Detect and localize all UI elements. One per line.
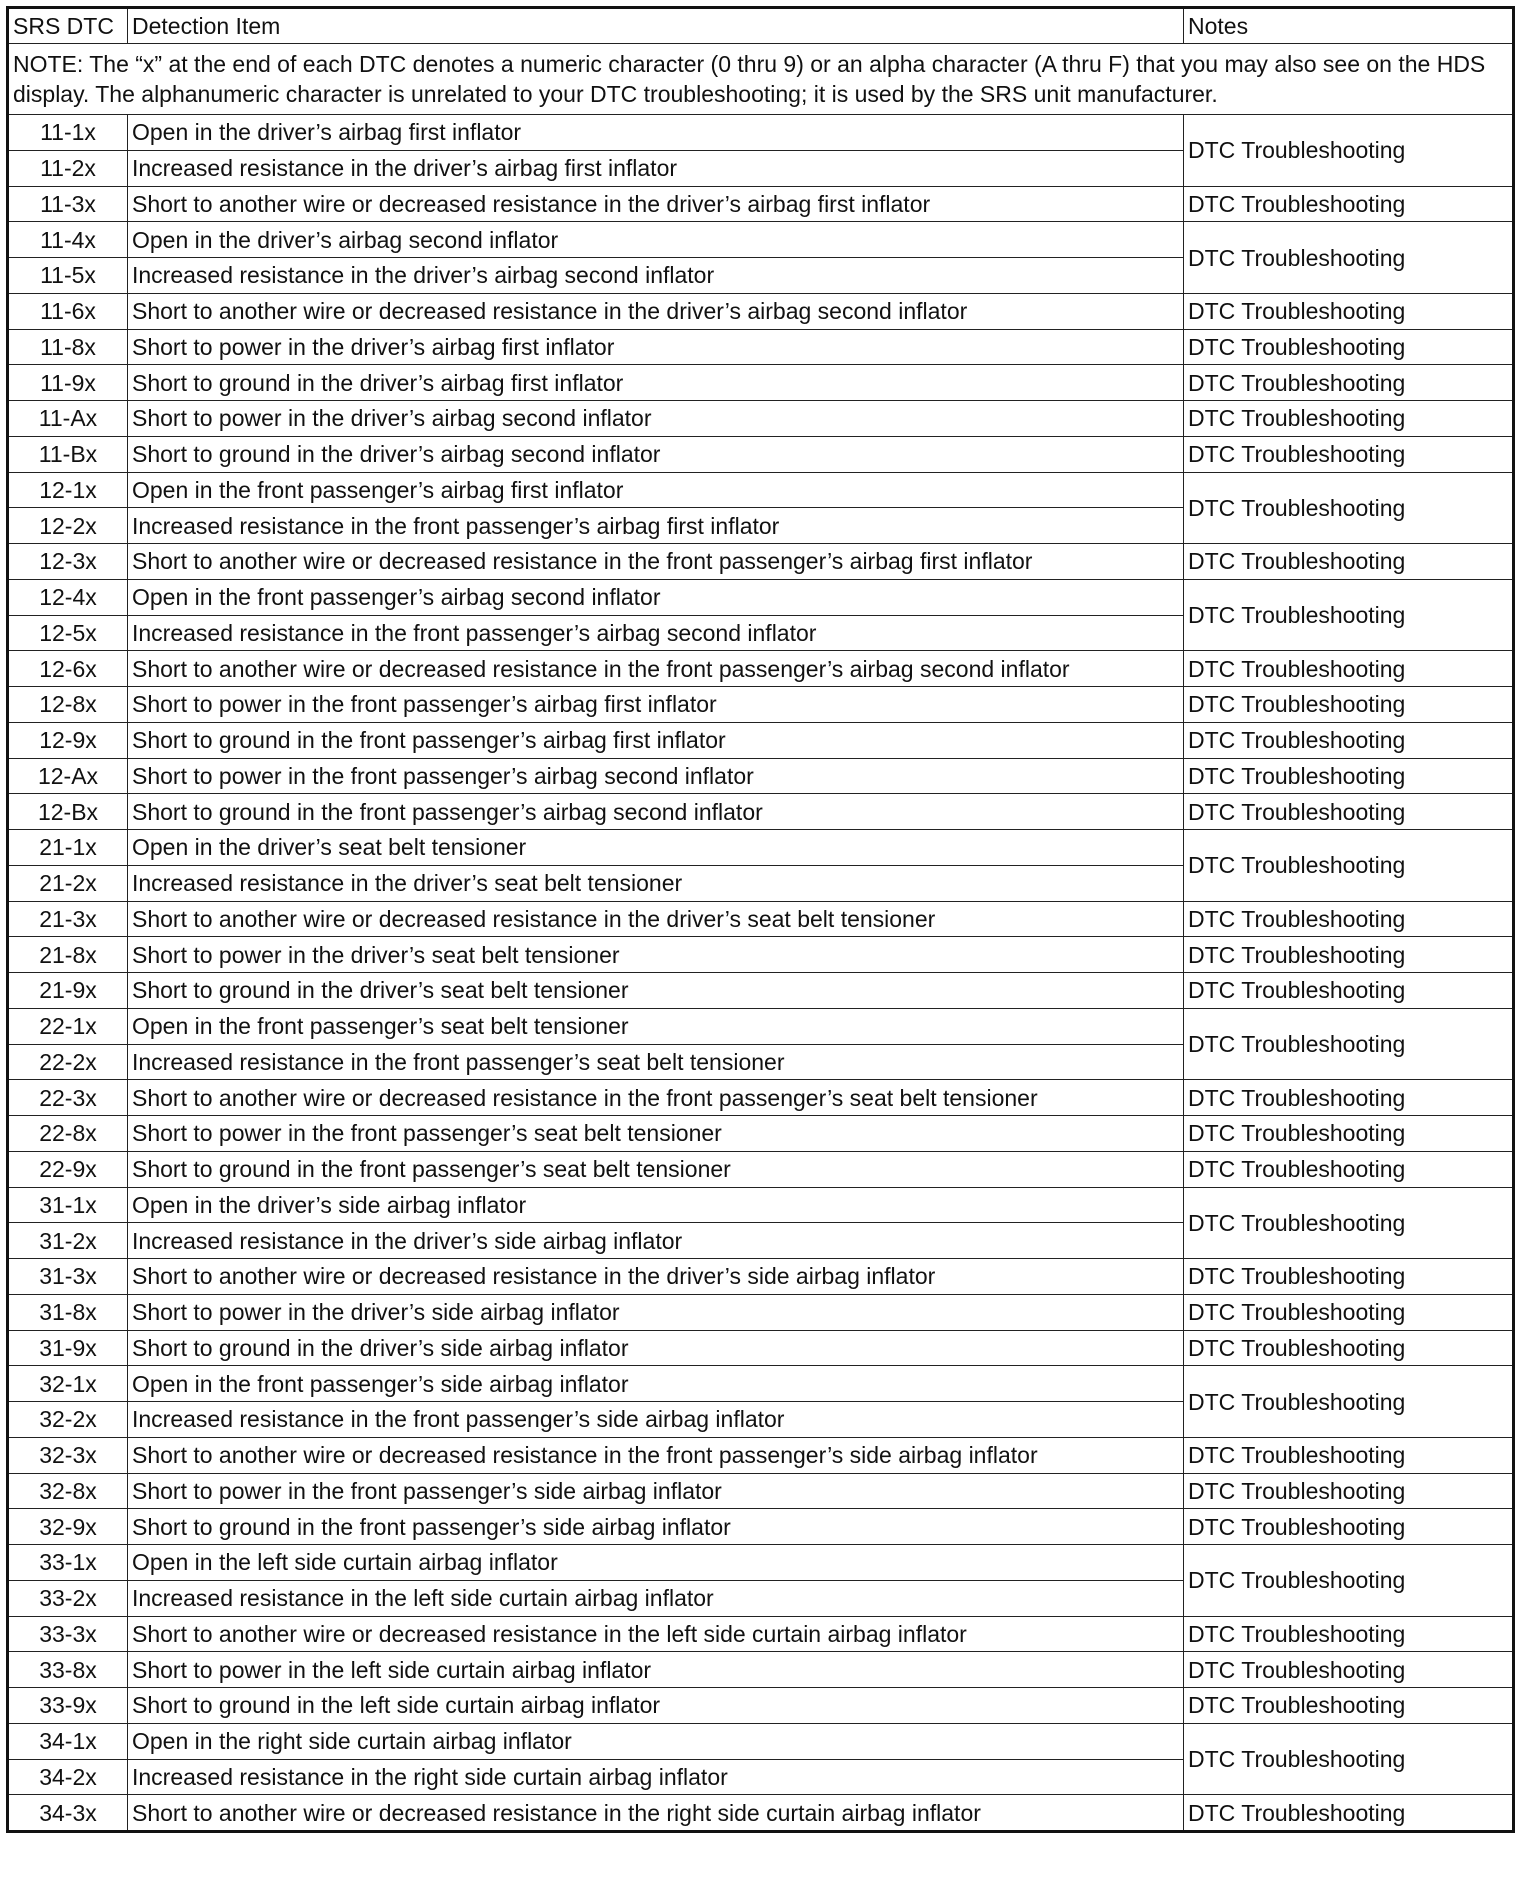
detection-item: Short to another wire or decreased resistance in the driver’s airbag first inflator: [128, 186, 1184, 222]
notes-cell: DTC Troubleshooting: [1184, 186, 1514, 222]
notes-cell: DTC Troubleshooting: [1184, 1330, 1514, 1366]
notes-cell: DTC Troubleshooting: [1184, 1116, 1514, 1152]
dtc-table: [6, 6, 1515, 1833]
notes-cell: DTC Troubleshooting: [1184, 651, 1514, 687]
notes-cell: DTC Troubleshooting: [1184, 1509, 1514, 1545]
dtc-code: 12-Ax: [8, 758, 128, 794]
dtc-code: 12-6x: [8, 651, 128, 687]
notes-cell: DTC Troubleshooting: [1184, 722, 1514, 758]
table-row: [8, 186, 1514, 222]
notes-cell: DTC Troubleshooting: [1184, 472, 1514, 544]
dtc-code: 32-8x: [8, 1473, 128, 1509]
detection-item: Short to power in the front passenger’s seat belt tensioner: [128, 1116, 1184, 1152]
table-row: [8, 758, 1514, 794]
detection-item: Short to power in the driver’s airbag second inflator: [128, 401, 1184, 437]
dtc-code: 33-2x: [8, 1580, 128, 1616]
notes-cell: DTC Troubleshooting: [1184, 401, 1514, 437]
detection-item: Increased resistance in the right side curtain airbag inflator: [128, 1759, 1184, 1795]
dtc-code: 34-2x: [8, 1759, 128, 1795]
table-row: [8, 1116, 1514, 1152]
detection-item: Increased resistance in the driver’s airbag second inflator: [128, 258, 1184, 294]
notes-cell: DTC Troubleshooting: [1184, 1652, 1514, 1688]
dtc-code: 11-6x: [8, 293, 128, 329]
notes-cell: DTC Troubleshooting: [1184, 1259, 1514, 1295]
table-body: [8, 115, 1514, 1832]
table-row: [8, 1294, 1514, 1330]
table-row: [8, 579, 1514, 615]
notes-cell: DTC Troubleshooting: [1184, 1473, 1514, 1509]
dtc-code: 12-3x: [8, 544, 128, 580]
header-srs-dtc: SRS DTC: [8, 8, 128, 44]
detection-item: Short to ground in the driver’s side airbag inflator: [128, 1330, 1184, 1366]
dtc-code: 11-Ax: [8, 401, 128, 437]
dtc-code: 22-1x: [8, 1008, 128, 1044]
dtc-code: 32-9x: [8, 1509, 128, 1545]
detection-item: Short to power in the driver’s airbag first inflator: [128, 329, 1184, 365]
note-row: [8, 44, 1514, 115]
dtc-code: 31-9x: [8, 1330, 128, 1366]
detection-item: Short to power in the left side curtain airbag inflator: [128, 1652, 1184, 1688]
detection-item: Increased resistance in the front passenger’s airbag first inflator: [128, 508, 1184, 544]
notes-cell: DTC Troubleshooting: [1184, 1723, 1514, 1795]
detection-item: Short to power in the front passenger’s airbag second inflator: [128, 758, 1184, 794]
notes-cell: DTC Troubleshooting: [1184, 115, 1514, 187]
notes-cell: DTC Troubleshooting: [1184, 1616, 1514, 1652]
notes-cell: DTC Troubleshooting: [1184, 329, 1514, 365]
table-header: [8, 8, 1514, 115]
notes-cell: DTC Troubleshooting: [1184, 830, 1514, 902]
dtc-code: 22-2x: [8, 1044, 128, 1080]
detection-item: Open in the front passenger’s side airbag inflator: [128, 1366, 1184, 1402]
dtc-code: 11-5x: [8, 258, 128, 294]
table-row: [8, 722, 1514, 758]
detection-item: Open in the front passenger’s seat belt tensioner: [128, 1008, 1184, 1044]
table-row: [8, 1008, 1514, 1044]
detection-item: Short to another wire or decreased resistance in the right side curtain airbag inflator: [128, 1795, 1184, 1832]
detection-item: Increased resistance in the front passenger’s airbag second inflator: [128, 615, 1184, 651]
header-row: [8, 8, 1514, 44]
dtc-code: 12-5x: [8, 615, 128, 651]
table-row: [8, 1473, 1514, 1509]
dtc-code: 33-8x: [8, 1652, 128, 1688]
table-row: [8, 1437, 1514, 1473]
detection-item: Short to another wire or decreased resistance in the driver’s seat belt tensioner: [128, 901, 1184, 937]
dtc-code: 11-9x: [8, 365, 128, 401]
detection-item: Short to power in the driver’s seat belt tensioner: [128, 937, 1184, 973]
detection-item: Increased resistance in the front passenger’s side airbag inflator: [128, 1402, 1184, 1438]
table-row: [8, 1616, 1514, 1652]
dtc-code: 32-2x: [8, 1402, 128, 1438]
detection-item: Open in the driver’s airbag first inflator: [128, 115, 1184, 151]
detection-item: Short to another wire or decreased resistance in the driver’s side airbag inflator: [128, 1259, 1184, 1295]
detection-item: Open in the driver’s seat belt tensioner: [128, 830, 1184, 866]
notes-cell: DTC Troubleshooting: [1184, 687, 1514, 723]
detection-item: Short to another wire or decreased resistance in the front passenger’s seat belt tensioner: [128, 1080, 1184, 1116]
notes-cell: DTC Troubleshooting: [1184, 293, 1514, 329]
table-row: [8, 436, 1514, 472]
dtc-code: 12-4x: [8, 579, 128, 615]
detection-item: Increased resistance in the left side curtain airbag inflator: [128, 1580, 1184, 1616]
dtc-code: 11-1x: [8, 115, 128, 151]
detection-item: Short to another wire or decreased resistance in the front passenger’s airbag second inflator: [128, 651, 1184, 687]
detection-item: Open in the right side curtain airbag inflator: [128, 1723, 1184, 1759]
table-row: [8, 1187, 1514, 1223]
notes-cell: DTC Troubleshooting: [1184, 1366, 1514, 1438]
notes-cell: DTC Troubleshooting: [1184, 758, 1514, 794]
dtc-code: 32-3x: [8, 1437, 128, 1473]
detection-item: Increased resistance in the driver’s airbag first inflator: [128, 150, 1184, 186]
notes-cell: DTC Troubleshooting: [1184, 1795, 1514, 1832]
notes-cell: DTC Troubleshooting: [1184, 1437, 1514, 1473]
notes-cell: DTC Troubleshooting: [1184, 901, 1514, 937]
notes-cell: DTC Troubleshooting: [1184, 1008, 1514, 1080]
detection-item: Open in the driver’s airbag second inflator: [128, 222, 1184, 258]
detection-item: Short to ground in the front passenger’s airbag second inflator: [128, 794, 1184, 830]
dtc-code: 31-3x: [8, 1259, 128, 1295]
table-row: [8, 1795, 1514, 1832]
table-row: [8, 937, 1514, 973]
detection-item: Short to power in the driver’s side airbag inflator: [128, 1294, 1184, 1330]
detection-item: Short to another wire or decreased resistance in the driver’s airbag second inflator: [128, 293, 1184, 329]
dtc-code: 31-2x: [8, 1223, 128, 1259]
dtc-code: 22-3x: [8, 1080, 128, 1116]
detection-item: Open in the left side curtain airbag inflator: [128, 1545, 1184, 1581]
table-row: [8, 794, 1514, 830]
table-row: [8, 293, 1514, 329]
detection-item: Short to another wire or decreased resistance in the left side curtain airbag inflator: [128, 1616, 1184, 1652]
table-row: [8, 1259, 1514, 1295]
detection-item: Short to ground in the driver’s seat belt tensioner: [128, 973, 1184, 1009]
detection-item: Short to ground in the front passenger’s airbag first inflator: [128, 722, 1184, 758]
dtc-code: 32-1x: [8, 1366, 128, 1402]
notes-cell: DTC Troubleshooting: [1184, 1688, 1514, 1724]
detection-item: Short to ground in the driver’s airbag first inflator: [128, 365, 1184, 401]
notes-cell: DTC Troubleshooting: [1184, 937, 1514, 973]
table-row: [8, 544, 1514, 580]
table-row: [8, 1151, 1514, 1187]
dtc-code: 11-2x: [8, 150, 128, 186]
dtc-code: 22-8x: [8, 1116, 128, 1152]
dtc-code: 21-8x: [8, 937, 128, 973]
notes-cell: DTC Troubleshooting: [1184, 1294, 1514, 1330]
dtc-code: 34-1x: [8, 1723, 128, 1759]
table-row: [8, 1330, 1514, 1366]
dtc-code: 22-9x: [8, 1151, 128, 1187]
table-row: [8, 901, 1514, 937]
notes-cell: DTC Troubleshooting: [1184, 794, 1514, 830]
table-row: [8, 1545, 1514, 1581]
table-row: [8, 222, 1514, 258]
detection-item: Short to another wire or decreased resistance in the front passenger’s side airbag inflator: [128, 1437, 1184, 1473]
table-row: [8, 329, 1514, 365]
detection-item: Open in the front passenger’s airbag first inflator: [128, 472, 1184, 508]
detection-item: Short to another wire or decreased resistance in the front passenger’s airbag first inflator: [128, 544, 1184, 580]
notes-cell: DTC Troubleshooting: [1184, 436, 1514, 472]
dtc-code: 31-1x: [8, 1187, 128, 1223]
detection-item: Short to ground in the front passenger’s side airbag inflator: [128, 1509, 1184, 1545]
detection-item: Increased resistance in the driver’s seat belt tensioner: [128, 865, 1184, 901]
dtc-code: 12-1x: [8, 472, 128, 508]
dtc-code: 21-2x: [8, 865, 128, 901]
dtc-code: 33-1x: [8, 1545, 128, 1581]
notes-cell: DTC Troubleshooting: [1184, 1151, 1514, 1187]
notes-cell: DTC Troubleshooting: [1184, 973, 1514, 1009]
detection-item: Short to ground in the left side curtain airbag inflator: [128, 1688, 1184, 1724]
dtc-code: 11-8x: [8, 329, 128, 365]
table-row: [8, 973, 1514, 1009]
dtc-code: 12-2x: [8, 508, 128, 544]
detection-item: Short to ground in the driver’s airbag second inflator: [128, 436, 1184, 472]
notes-cell: DTC Troubleshooting: [1184, 579, 1514, 651]
header-notes: Notes: [1184, 8, 1514, 44]
table-row: [8, 472, 1514, 508]
dtc-code: 11-4x: [8, 222, 128, 258]
table-row: [8, 1652, 1514, 1688]
notes-cell: DTC Troubleshooting: [1184, 544, 1514, 580]
table-row: [8, 115, 1514, 151]
dtc-code: 33-9x: [8, 1688, 128, 1724]
table-row: [8, 1080, 1514, 1116]
detection-item: Short to ground in the front passenger’s seat belt tensioner: [128, 1151, 1184, 1187]
table-row: [8, 1688, 1514, 1724]
table-row: [8, 1723, 1514, 1759]
table-row: [8, 1366, 1514, 1402]
dtc-code: 34-3x: [8, 1795, 128, 1832]
detection-item: Open in the driver’s side airbag inflator: [128, 1187, 1184, 1223]
note-text: NOTE: The “x” at the end of each DTC denotes a numeric character (0 thru 9) or an alpha character (A thru F) that you may also see on the HDS display. The alphanumeric character is unrelated to your DTC troubleshooting; it is used by the SRS unit manufacturer.: [8, 44, 1514, 115]
table-row: [8, 687, 1514, 723]
detection-item: Increased resistance in the driver’s side airbag inflator: [128, 1223, 1184, 1259]
table-row: [8, 1509, 1514, 1545]
table-row: [8, 830, 1514, 866]
notes-cell: DTC Troubleshooting: [1184, 1080, 1514, 1116]
dtc-code: 31-8x: [8, 1294, 128, 1330]
dtc-code: 21-3x: [8, 901, 128, 937]
detection-item: Open in the front passenger’s airbag second inflator: [128, 579, 1184, 615]
dtc-code: 12-9x: [8, 722, 128, 758]
notes-cell: DTC Troubleshooting: [1184, 1545, 1514, 1617]
notes-cell: DTC Troubleshooting: [1184, 1187, 1514, 1259]
dtc-code: 12-8x: [8, 687, 128, 723]
detection-item: Short to power in the front passenger’s side airbag inflator: [128, 1473, 1184, 1509]
dtc-code: 12-Bx: [8, 794, 128, 830]
table-row: [8, 365, 1514, 401]
dtc-code: 21-9x: [8, 973, 128, 1009]
table-row: [8, 651, 1514, 687]
notes-cell: DTC Troubleshooting: [1184, 365, 1514, 401]
dtc-code: 11-3x: [8, 186, 128, 222]
detection-item: Short to power in the front passenger’s airbag first inflator: [128, 687, 1184, 723]
dtc-code: 33-3x: [8, 1616, 128, 1652]
detection-item: Increased resistance in the front passenger’s seat belt tensioner: [128, 1044, 1184, 1080]
notes-cell: DTC Troubleshooting: [1184, 222, 1514, 294]
header-detection-item: Detection Item: [128, 8, 1184, 44]
dtc-code: 11-Bx: [8, 436, 128, 472]
dtc-code: 21-1x: [8, 830, 128, 866]
table-row: [8, 401, 1514, 437]
